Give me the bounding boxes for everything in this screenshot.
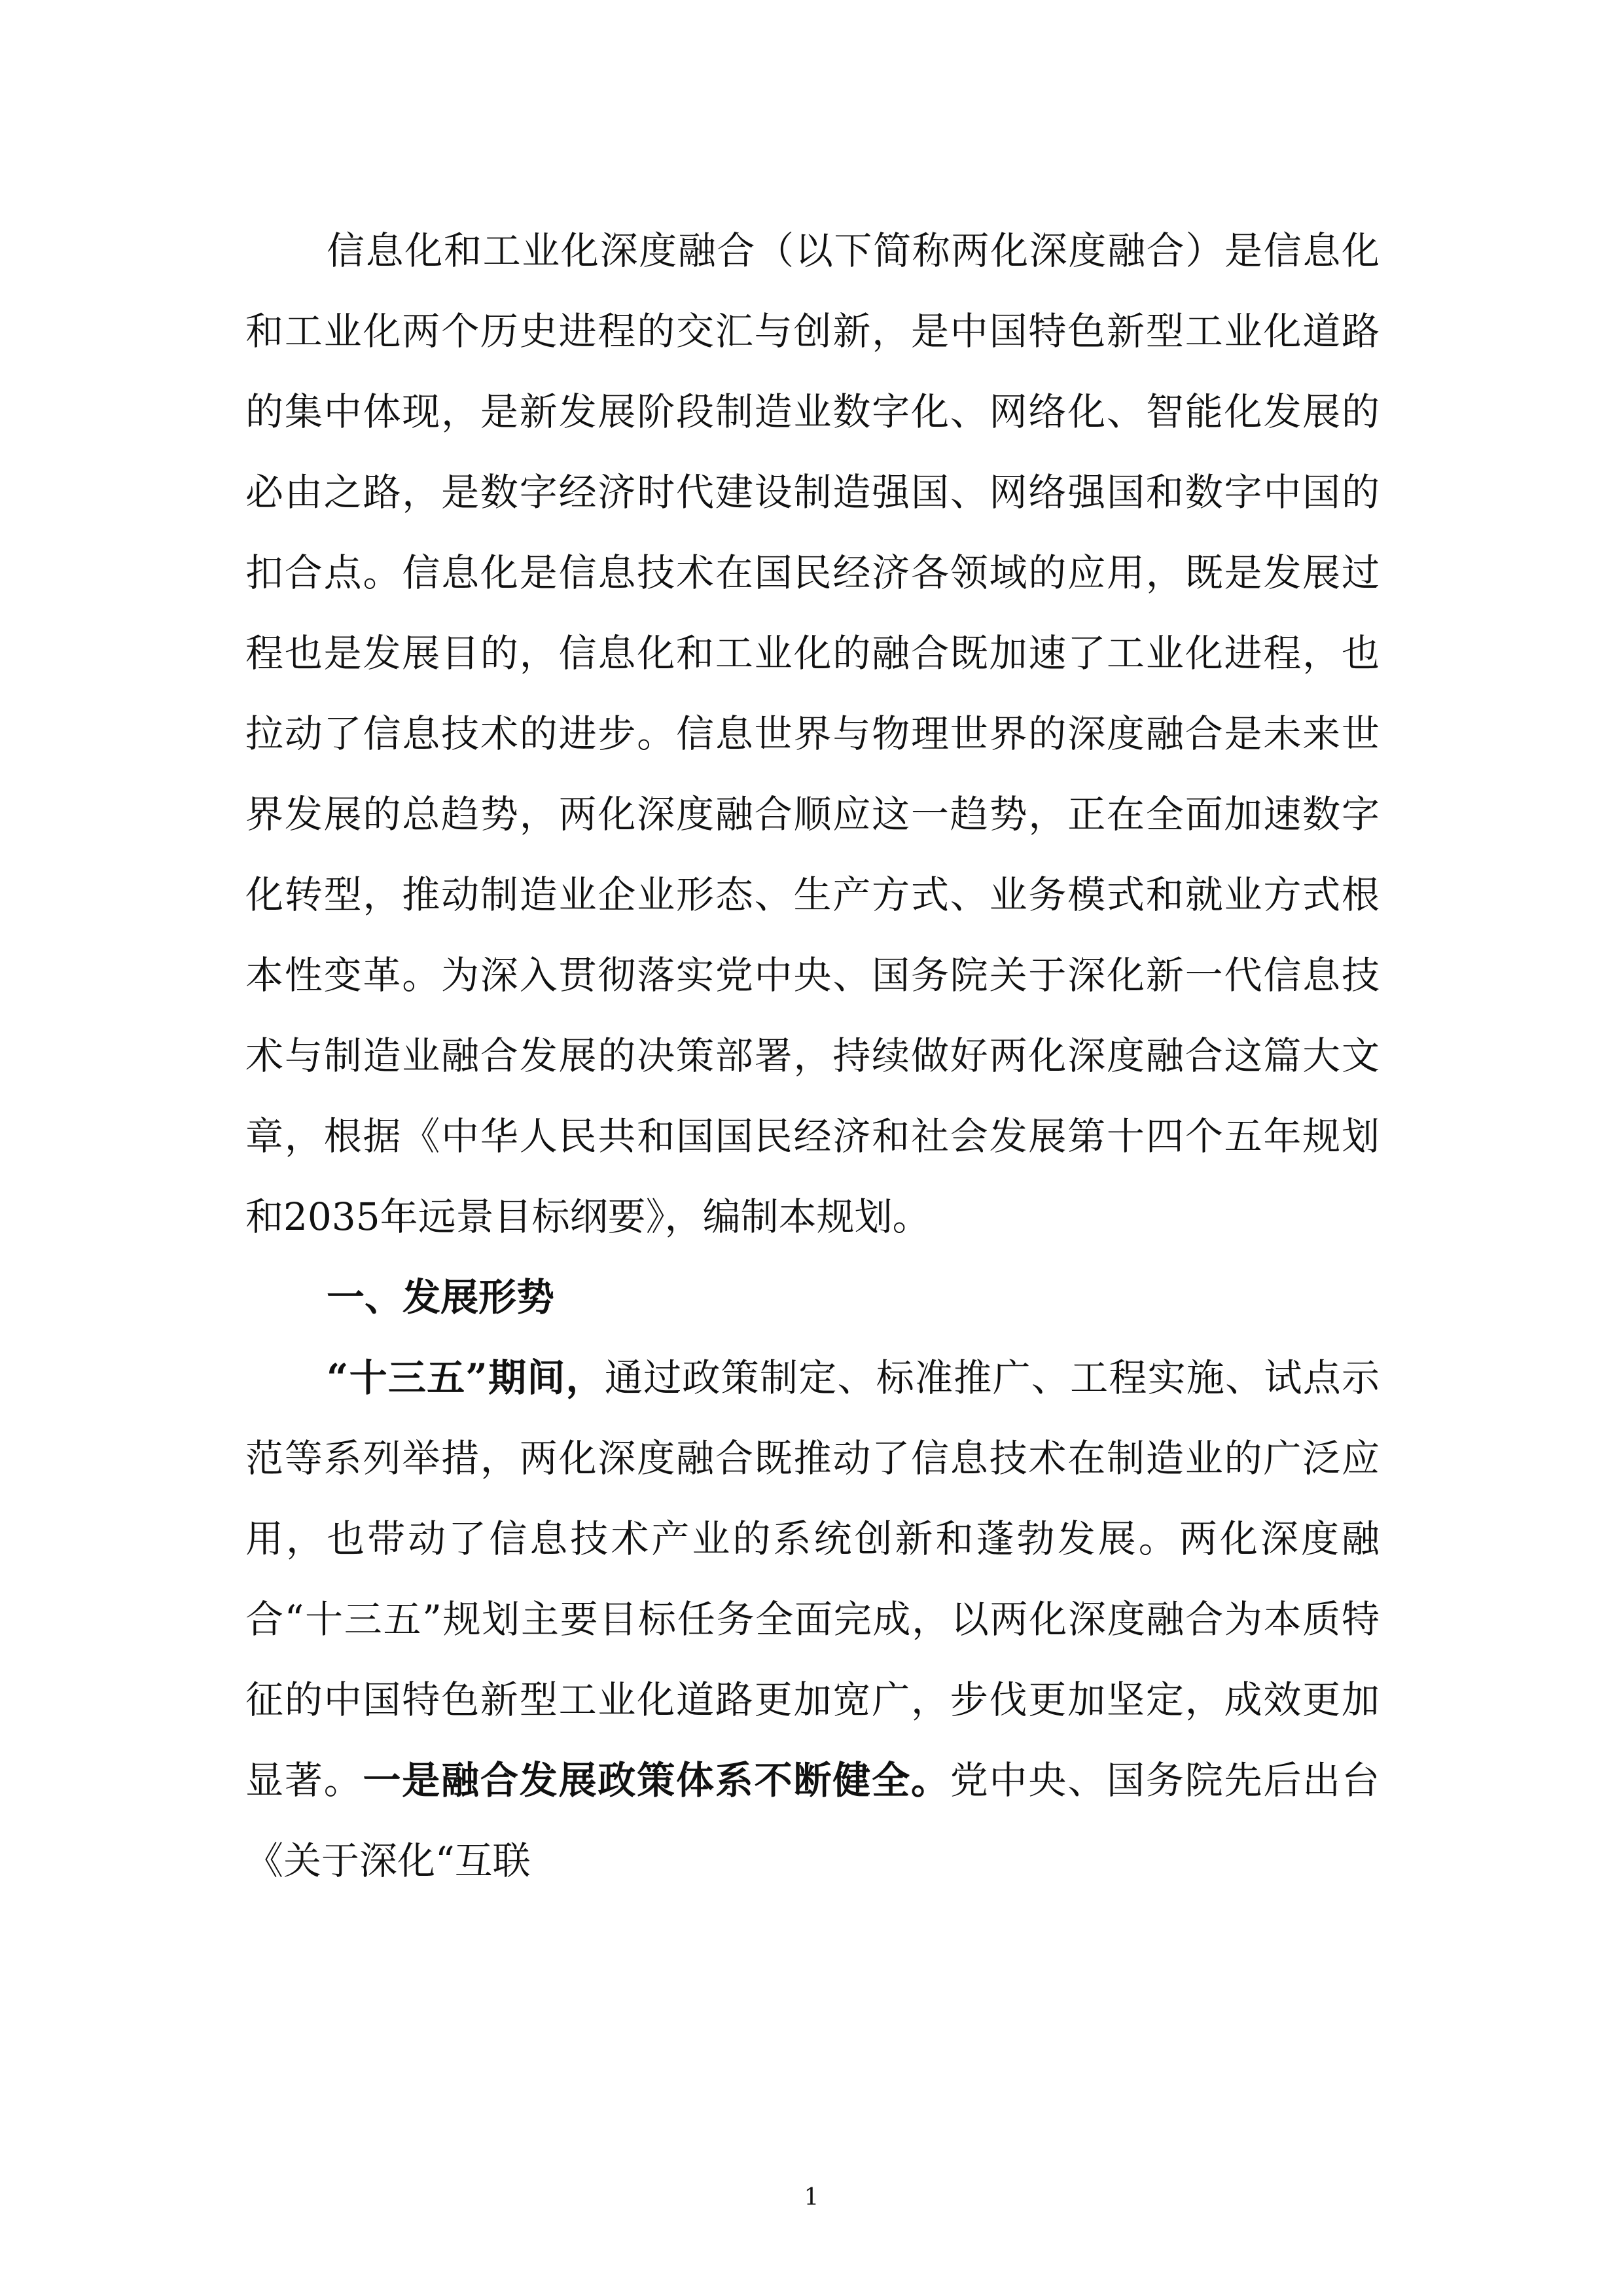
lead-bold-phrase: “十三五”期间， [327, 1355, 605, 1400]
section-paragraph [245, 1338, 1380, 1901]
bold-point-heading: 一是融合发展政策体系不断健全。 [363, 1758, 950, 1803]
paragraph-text: 通过政策制定、标准推广、工程实施、试点示范等系列举措，两化深度融合既推动了信息技术在制造业的广泛应用，也带动了信息技术产业的系统创新和蓬勃发展。两化深度融合“十三五”规划主要目标任务全面完成，以两化深度融合为本质特征的中国特色新型工业化道路更加宽广，步伐更加坚定，成效更加显著。 [245, 1355, 1380, 1803]
paragraph-text: 党中央、国务院先后出台《关于深化“互联 [245, 1758, 1380, 1883]
body-text [245, 211, 1380, 1901]
page-number: 1 [804, 2184, 819, 2211]
intro-paragraph: 信息化和工业化深度融合（以下简称两化深度融合）是信息化和工业化两个历史进程的交汇与创新，是中国特色新型工业化道路的集中体现，是新发展阶段制造业数字化、网络化、智能化发展的必由之路，是数字经济时代建设制造强国、网络强国和数字中国的扣合点。信息化是信息技术在国民经济各领域的应用，既是发展过程也是发展目的，信息化和工业化的融合既加速了工业化进程，也拉动了信息技术的进步。信息世界与物理世界的深度融合是未来世界发展的总趋势，两化深度融合顺应这一趋势，正在全面加速数字化转型，推动制造业企业形态、生产方式、业务模式和就业方式根本性变革。为深入贯彻落实党中央、国务院关于深化新一代信息技术与制造业融合发展的决策部署，持续做好两化深度融合这篇大文章，根据《中华人民共和国国民经济和社会发展第十四个五年规划和2035年远景目标纲要》，编制本规划。 [245, 228, 1380, 1239]
section-heading: 一、发展形势 [327, 1275, 555, 1319]
